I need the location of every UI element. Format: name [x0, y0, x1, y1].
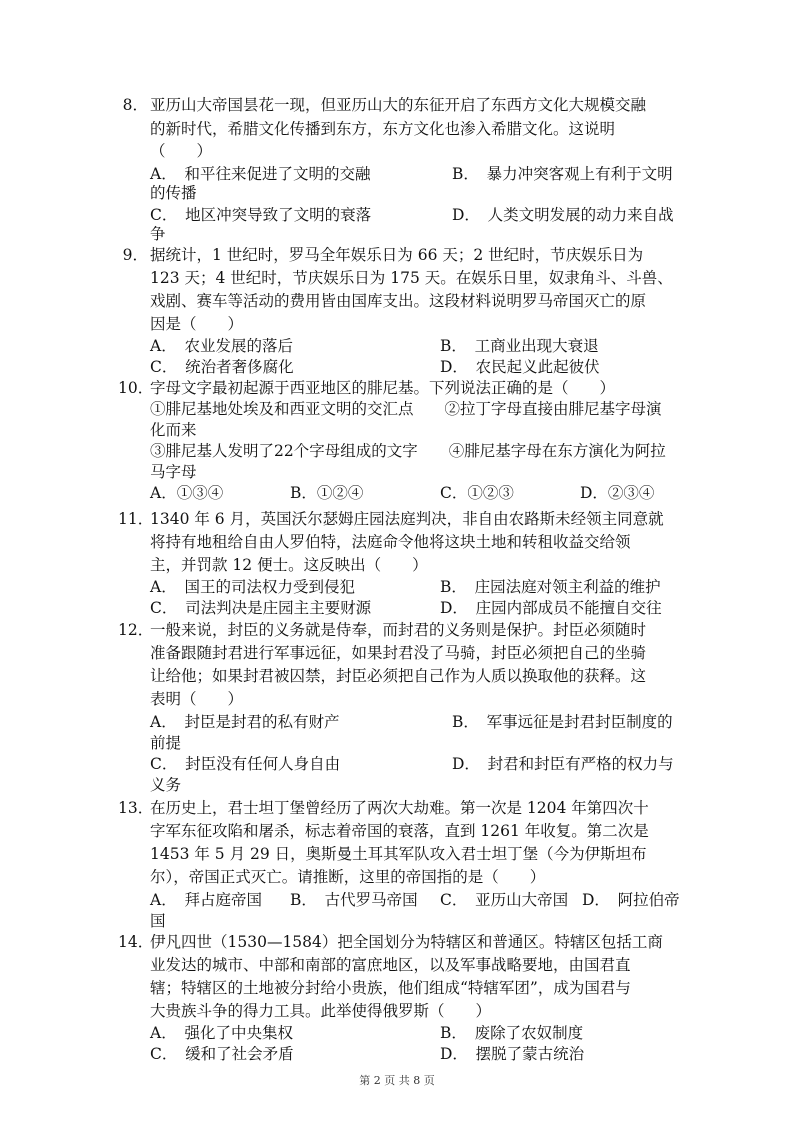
- option-a[interactable]: A．①③④: [150, 484, 224, 502]
- question-stem-line: 据统计，1 世纪时，罗马全年娱乐日为 66 天；2 世纪时，节庆娱乐日为: [150, 246, 644, 264]
- option-a[interactable]: A． 和平往来促进了文明的交融: [150, 165, 371, 183]
- question-number: 9．: [122, 246, 148, 264]
- option-a[interactable]: A． 封臣是封君的私有财产: [150, 713, 340, 731]
- question-stem-line: 辖；特辖区的土地被分封给小贵族，他们组成“特辖军团”，成为国君与: [150, 979, 631, 997]
- question-stem-line: 主，并罚款 12 便士。这反映出（ ）: [150, 556, 428, 574]
- question-stem-line: 化而来: [150, 421, 197, 439]
- question-stem-line: 让给他；如果封君被囚禁，封臣必须把自己作为人质以换取他的获释。这: [150, 667, 647, 685]
- option-c[interactable]: C． 封臣没有任何人身自由: [150, 755, 341, 773]
- option-continuation: 国: [150, 912, 166, 930]
- option-b[interactable]: B． 暴力冲突客观上有利于文明: [452, 165, 673, 183]
- question-stem-line: 亚历山大帝国昙花一现，但亚历山大的东征开启了东西方文化大规模交融: [150, 96, 647, 114]
- question-stem-line: 字母文字最初起源于西亚地区的腓尼基。下列说法正确的是（ ）: [150, 379, 616, 397]
- question-number: 14．: [118, 933, 154, 951]
- option-c[interactable]: C． 缓和了社会矛盾: [150, 1045, 294, 1063]
- question-stem-line: 在历史上，君士坦丁堡曾经历了两次大劫难。第一次是 1204 年第四次十: [150, 799, 649, 817]
- question-stem-line: 因是（ ）: [150, 315, 244, 333]
- question-stem-line: 戏剧、赛车等活动的费用皆由国库支出。这段材料说明罗马帝国灭亡的原: [150, 292, 647, 310]
- question-stem-line: 大贵族斗争的得力工具。此举使得俄罗斯（ ）: [150, 1002, 492, 1020]
- option-b[interactable]: B． 废除了农奴制度: [440, 1024, 584, 1042]
- option-c[interactable]: C．①②③: [440, 484, 514, 502]
- option-continuation: 义务: [150, 776, 182, 794]
- option-b[interactable]: B．①②④: [290, 484, 364, 502]
- question-stem-line: 1340 年 6 月，英国沃尔瑟姆庄园法庭判决，非自由农路斯未经领主同意就: [150, 510, 664, 528]
- option-d[interactable]: D． 农民起义此起彼伏: [440, 358, 600, 376]
- question-number: 13．: [118, 799, 154, 817]
- option-d[interactable]: D． 庄园内部成员不能擅自交往: [440, 599, 662, 617]
- question-number: 11．: [118, 510, 154, 528]
- question-stem-line: 一般来说，封臣的义务就是侍奉，而封君的义务则是保护。封臣必须随时: [150, 621, 647, 639]
- question-stem-line: 伊凡四世（1530—1584）把全国划分为特辖区和普通区。特辖区包括工商: [150, 933, 663, 951]
- question-number: 12．: [118, 621, 154, 639]
- option-b[interactable]: B． 庄园法庭对领主利益的维护: [440, 578, 661, 596]
- option-continuation: 的传播: [150, 184, 197, 202]
- question-stem-line: （ ）: [150, 142, 213, 160]
- question-stem-line: 业发达的城市、中部和南部的富庶地区，以及军事战略要地，由国君直: [150, 956, 631, 974]
- option-b[interactable]: B． 军事远征是封君封臣制度的: [452, 713, 673, 731]
- question-stem-line: ①腓尼基地处埃及和西亚文明的交汇点 ②拉丁字母直接由腓尼基字母演: [150, 400, 662, 418]
- question-stem-line: 马字母: [150, 463, 197, 481]
- page-number-text: 第 2 页 共 8 页: [359, 1074, 435, 1087]
- option-b[interactable]: B． 古代罗马帝国: [290, 891, 418, 909]
- question-stem-line: 123 天；4 世纪时，节庆娱乐日为 175 天。在娱乐日里，奴隶角斗、斗兽、: [150, 269, 673, 287]
- question-stem-line: 准备跟随封君进行军事远征，如果封君没了马骑，封臣必须把自己的坐骑: [150, 644, 647, 662]
- option-continuation: 前提: [150, 734, 182, 752]
- question-stem-line: 1453 年 5 月 29 日，奥斯曼土耳其军队攻入君士坦丁堡（今为伊斯坦布: [150, 845, 647, 863]
- option-c[interactable]: C． 地区冲突导致了文明的衰落: [150, 206, 372, 224]
- option-c[interactable]: C． 统治者奢侈腐化: [150, 358, 294, 376]
- question-stem-line: ③腓尼基人发明了22个字母组成的文字 ④腓尼基字母在东方演化为阿拉: [150, 442, 666, 460]
- option-d[interactable]: D． 摆脱了蒙古统治: [440, 1045, 585, 1063]
- option-d[interactable]: D．②③④: [580, 484, 655, 502]
- option-a[interactable]: A． 拜占庭帝国: [150, 891, 262, 909]
- question-stem-line: 的新时代，希腊文化传播到东方，东方文化也渗入希腊文化。这说明: [150, 120, 616, 138]
- option-a[interactable]: A． 国王的司法权力受到侵犯: [150, 578, 355, 596]
- question-stem-line: 字军东征攻陷和屠杀，标志着帝国的衰落，直到 1261 年收复。第二次是: [150, 822, 649, 840]
- option-a[interactable]: A． 农业发展的落后: [150, 337, 293, 355]
- question-number: 8．: [122, 96, 148, 114]
- question-number: 10．: [118, 379, 154, 397]
- page-footer: [0, 1072, 794, 1088]
- option-d[interactable]: D． 人类文明发展的动力来自战: [452, 206, 674, 224]
- question-stem-line: 将持有地租给自由人罗伯特，法庭命令他将这块土地和转租收益交给领: [150, 533, 631, 551]
- option-b[interactable]: B． 工商业出现大衰退: [440, 337, 599, 355]
- option-c[interactable]: C． 亚历山大帝国: [440, 891, 569, 909]
- question-stem-line: 尔），帝国正式灭亡。请推断，这里的帝国指的是（ ）: [150, 868, 546, 886]
- option-a[interactable]: A． 强化了中央集权: [150, 1024, 293, 1042]
- option-d[interactable]: D． 封君和封臣有严格的权力与: [452, 755, 674, 773]
- option-continuation: 争: [150, 225, 166, 243]
- question-stem-line: 表明（ ）: [150, 690, 244, 708]
- option-c[interactable]: C． 司法判决是庄园主主要财源: [150, 599, 372, 617]
- option-d[interactable]: D． 阿拉伯帝: [582, 891, 680, 909]
